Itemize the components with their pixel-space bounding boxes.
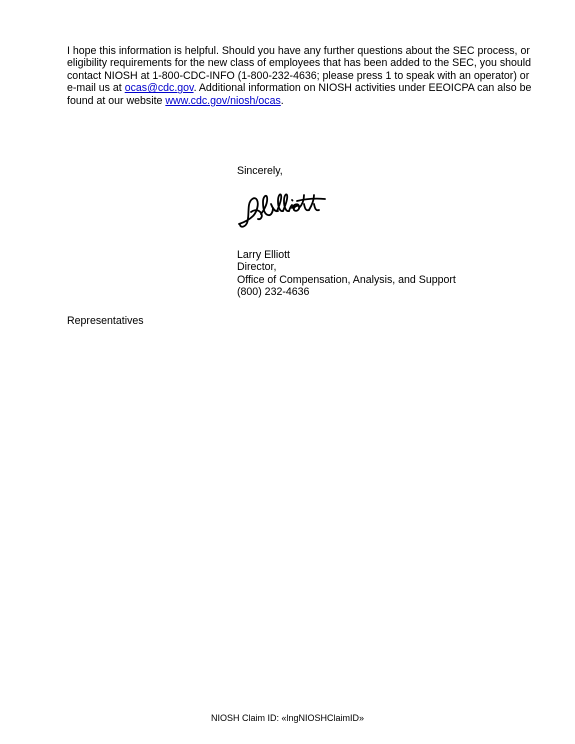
body-paragraph	[67, 45, 537, 107]
handwritten-signature	[235, 190, 345, 230]
website-link[interactable]: www.cdc.gov/niosh/ocas	[165, 94, 281, 107]
body-text-before-email: I hope this information is helpful. Should you have any further questions about the SEC process, or eligibility requirements for the new class of employees that has been added to the SEC, you should contact NIOSH at 1-800-CDC-INFO (1-800-232-4636; please press 1 to speak with an operator) or e-mail us at	[67, 45, 532, 95]
closing-salutation: Sincerely,	[237, 165, 283, 177]
signer-name: Larry Elliott	[237, 249, 290, 261]
body-text-end: .	[280, 94, 284, 107]
signer-block	[237, 249, 456, 299]
footer-claim-id: NIOSH Claim ID: «lngNIOSHClaimID»	[210, 713, 365, 723]
signer-title: Director,	[237, 261, 277, 274]
cc-line: Representatives	[67, 315, 144, 327]
email-link[interactable]: ocas@cdc.gov	[124, 82, 194, 95]
body-text-after-email: . Additional information on NIOSH activities under EEOICPA can also be found at our website	[67, 82, 532, 107]
signer-office: Office of Compensation, Analysis, and Support	[237, 273, 456, 286]
signer-phone: (800) 232-4636	[237, 286, 310, 299]
